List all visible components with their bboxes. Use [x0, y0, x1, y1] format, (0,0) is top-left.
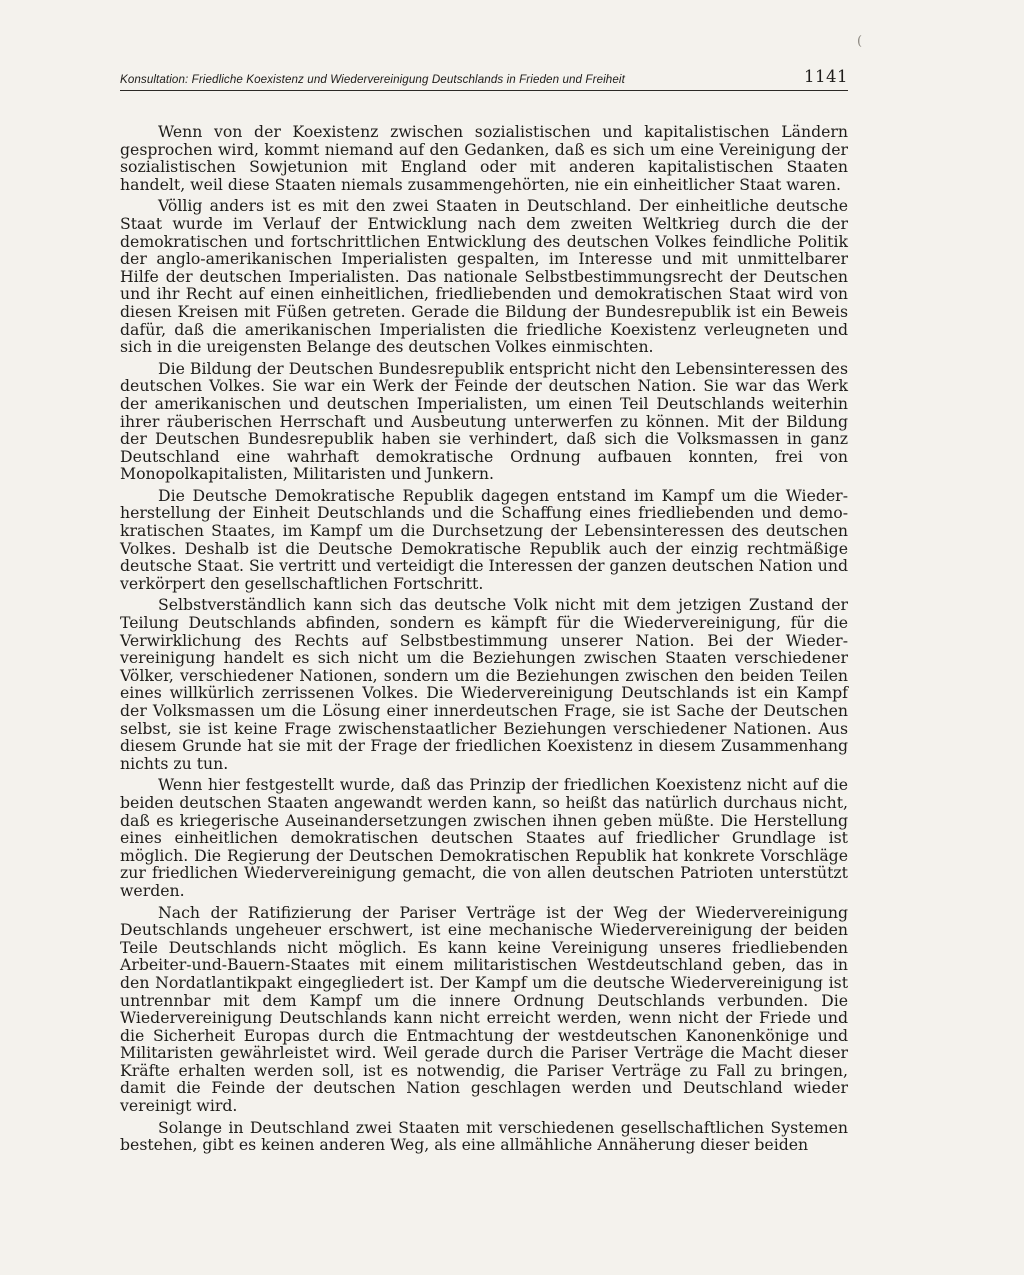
paragraph-3: Die Bildung der Deutschen Bundesrepublik entspricht nicht den Lebensinteressen des deutschen Volkes. Sie war ein Werk der Feinde der deutschen Nation. Sie war das Werk der amerikanischen und deutschen Imperialisten, um einen Teil Deutschlands weiterhin ihrer räuberischen Herrschaft und Ausbeutung unterwerfen zu können. Mit der Bildung der Deutschen Bundesrepublik haben sie verhindert, daß sich die Volksmassen in ganz Deutschland eine wahrhaft demokratische Ordnung aufbauen konnten, frei von Monopolkapitalisten, Militaristen und Junkern.	[120, 358, 848, 484]
paragraph-7: Nach der Ratifizierung der Pariser Verträge ist der Weg der Wiedervereinigung Deutschlands ungeheuer erschwert, ist eine mechanische Wiedervereinigung der beiden Teile Deutschlands nicht möglich. Es kann keine Vereinigung unseres friedliebenden Arbeiter-und-Bauern-Staates mit einem militaristischen Westdeutschland geben, das in den Nordatlantikpakt eingegliedert ist. Der Kampf um die deutsche Wiedervereinigung ist untrennbar mit dem Kampf um die innere Ordnung Deutschlands verbunden. Die Wiedervereinigung Deutschlands kann nicht erreicht werden, wenn nicht der Friede und die Sicherheit Europas durch die Entmachtung der westdeutschen Kanonenkönige und Militaristen gewährleistet wird. Weil gerade durch die Pariser Verträge die Macht dieser Kräfte erhalten werden soll, ist es notwendig, die Pariser Verträge zu Fall zu bringen, damit die Feinde der deutschen Nation geschlagen werden und Deutschland wieder vereinigt wird.	[120, 902, 848, 1116]
paragraph-8: Solange in Deutschland zwei Staaten mit verschiedenen gesellschaftlichen Systemen bestehen, gibt es keinen anderen Weg, als eine allmähliche Annäherung dieser beiden	[120, 1117, 848, 1155]
page-number: 1141	[804, 67, 848, 86]
body-text	[120, 123, 848, 1154]
running-header	[120, 60, 848, 91]
paragraph-5: Selbstverständlich kann sich das deutsche Volk nicht mit dem jetzigen Zustand der Teilung Deutschlands abfinden, sondern es kämpft für die Wiedervereinigung, für die Verwirklichung des Rechts auf Selbstbestimmung unserer Nation. Bei der Wiedervereinigung handelt es sich nicht um die Beziehungen zwischen Staaten verschiedener Völker, verschiedener Nationen, sondern um die Beziehungen zwischen den beiden Teilen eines willkürlich zerrissenen Volkes. Die Wiedervereinigung Deutschlands ist ein Kampf der Volksmassen um die Lösung einer innerdeutschen Frage, sie ist Sache der Deutschen selbst, sie ist keine Frage zwischenstaatlicher Beziehungen verschiedener Nationen. Aus diesem Grunde hat sie mit der Frage der friedlichen Koexistenz in diesem Zusammenhang nichts zu tun.	[120, 595, 848, 773]
margin-mark: (	[857, 34, 863, 49]
paragraph-6: Wenn hier festgestellt wurde, daß das Prinzip der friedlichen Koexistenz nicht auf die beiden deutschen Staaten angewandt werden kann, so heißt das natürlich durchaus nicht, daß es kriegerische Auseinandersetzungen zwischen ihnen geben müßte. Die Herstellung eines einheitlichen demokratischen deutschen Staates auf friedlicher Grundlage ist möglich. Die Regierung der Deutschen Demokratischen Republik hat konkrete Vorschläge zur friedlichen Wiedervereinigung gemacht, die von allen deutschen Patrioten unterstützt werden.	[120, 775, 848, 900]
document-page	[120, 60, 848, 1158]
header-title: Konsultation: Friedliche Koexistenz und Wiedervereinigung Deutschlands in Frieden und Freiheit	[120, 73, 625, 86]
paragraph-1: Wenn von der Koexistenz zwischen sozialistischen und kapitalistischen Ländern gesprochen wird, kommt niemand auf den Gedanken, daß es sich um eine Vereinigung der sozialistischen Sowjetunion mit England oder mit anderen kapitalistischen Staaten handelt, weil diese Staaten niemals zusammengehörten, nie ein einheitlicher Staat waren.	[120, 122, 848, 194]
paragraph-2: Völlig anders ist es mit den zwei Staaten in Deutschland. Der einheitliche deutsche Staat wurde im Verlauf der Entwicklung nach dem zweiten Weltkrieg durch die der demokratischen und fortschrittlichen Entwicklung des deutschen Volkes feindliche Politik der anglo-amerikanischen Imperialisten gespalten, im Interesse und mit unmittelbarer Hilfe der deutschen Imperialisten. Das nationale Selbstbestimmungsrecht der Deutschen und ihr Recht auf einen einheitlichen, friedliebenden und demokratischen Staat wird von diesen Kreisen mit Füßen getreten. Gerade die Bildung der Bundesrepublik ist ein Beweis dafür, daß die amerikanischen Imperialisten die friedliche Koexistenz verleugneten und sich in die ureigensten Belange des deutschen Volkes einmischten.	[120, 196, 848, 357]
paragraph-4: Die Deutsche Demokratische Republik dagegen entstand im Kampf um die Wiederherstellung der Einheit Deutschlands und die Schaffung eines friedliebenden und demokratischen Staates, im Kampf um die Durchsetzung der Lebensinteressen des deutschen Volkes. Deshalb ist die Deutsche Demokratische Republik auch der einzig rechtmäßige deutsche Staat. Sie vertritt und verteidigt die Interessen der ganzen deutschen Nation und verkörpert den gesellschaftlichen Fortschritt.	[120, 485, 848, 593]
